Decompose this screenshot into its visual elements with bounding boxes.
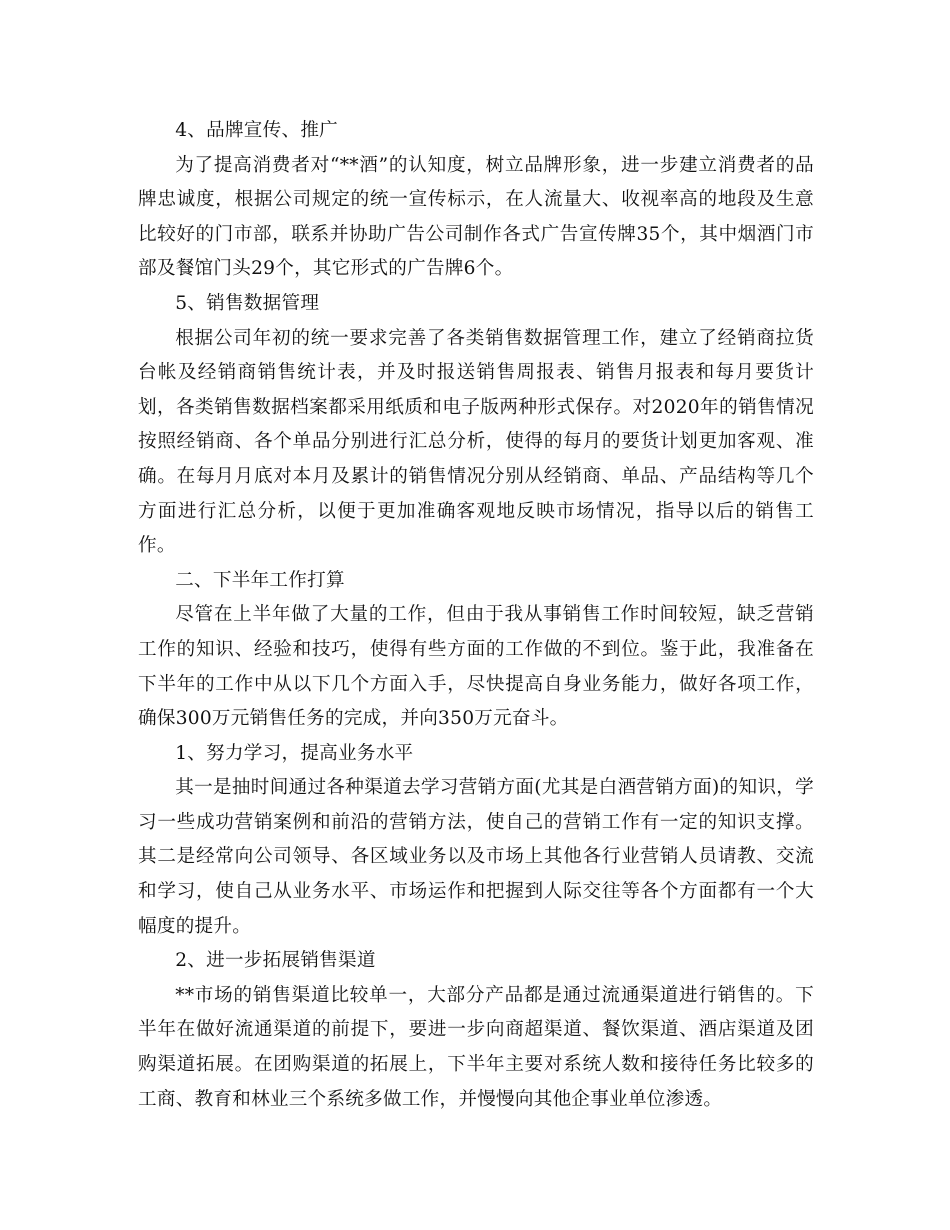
section-heading-study: 1、努力学习，提高业务水平 bbox=[175, 742, 414, 764]
paragraph-second-half-plan: 尽管在上半年做了大量的工作，但由于我从事销售工作时间较短，缺乏营销工作的知识、经验和技巧，使得有些方面的工作做的不到位。鉴于此，我准备在下半年的工作中从以下几个方面入手，尽快提高自身业务能力，做好各项工作，确保300万元销售任务的完成，并向350万元奋斗。 bbox=[138, 604, 814, 730]
paragraph-study: 其一是抽时间通过各种渠道去学习营销方面(尤其是白酒营销方面)的知识，学习一些成功营销案例和前沿的营销方法，使自己的营销工作有一定的知识支撑。其二是经常向公司领导、各区域业务以及市场上其他各行业营销人员请教、交流和学习，使自己从业务水平、市场运作和把握到人际交往等各个方面都有一个大幅度的提升。 bbox=[138, 777, 814, 937]
section-heading-sales-data: 5、销售数据管理 bbox=[175, 292, 320, 314]
section-heading-channels: 2、进一步拓展销售渠道 bbox=[175, 950, 376, 972]
document-body bbox=[138, 114, 814, 1117]
paragraph-channels: **市场的销售渠道比较单一，大部分产品都是通过流通渠道进行销售的。下半年在做好流通渠道的前提下，要进一步向商超渠道、餐饮渠道、酒店渠道及团购渠道拓展。在团购渠道的拓展上，下半年主要对系统人数和接待任务比较多的工商、教育和林业三个系统多做工作，并慢慢向其他企事业单位渗透。 bbox=[138, 984, 814, 1110]
paragraph-brand-promotion: 为了提高消费者对“**酒”的认知度，树立品牌形象，进一步建立消费者的品牌忠诚度，根据公司规定的统一宣传标示，在人流量大、收视率高的地段及生意比较好的门市部，联系并协助广告公司制作各式广告宣传牌35个，其中烟酒门市部及餐馆门头29个，其它形式的广告牌6个。 bbox=[138, 154, 814, 280]
paragraph-sales-data: 根据公司年初的统一要求完善了各类销售数据管理工作，建立了经销商拉货台帐及经销商销售统计表，并及时报送销售周报表、销售月报表和每月要货计划，各类销售数据档案都采用纸质和电子版两种形式保存。对2020年的销售情况按照经销商、各个单品分别进行汇总分析，使得的每月的要货计划更加客观、准确。在每月月底对本月及累计的销售情况分别从经销商、单品、产品结构等几个方面进行汇总分析，以便于更加准确客观地反映市场情况，指导以后的销售工作。 bbox=[138, 327, 814, 557]
section-heading-second-half-plan: 二、下半年工作打算 bbox=[175, 569, 345, 591]
section-heading-brand-promotion: 4、品牌宣传、推广 bbox=[175, 120, 339, 141]
